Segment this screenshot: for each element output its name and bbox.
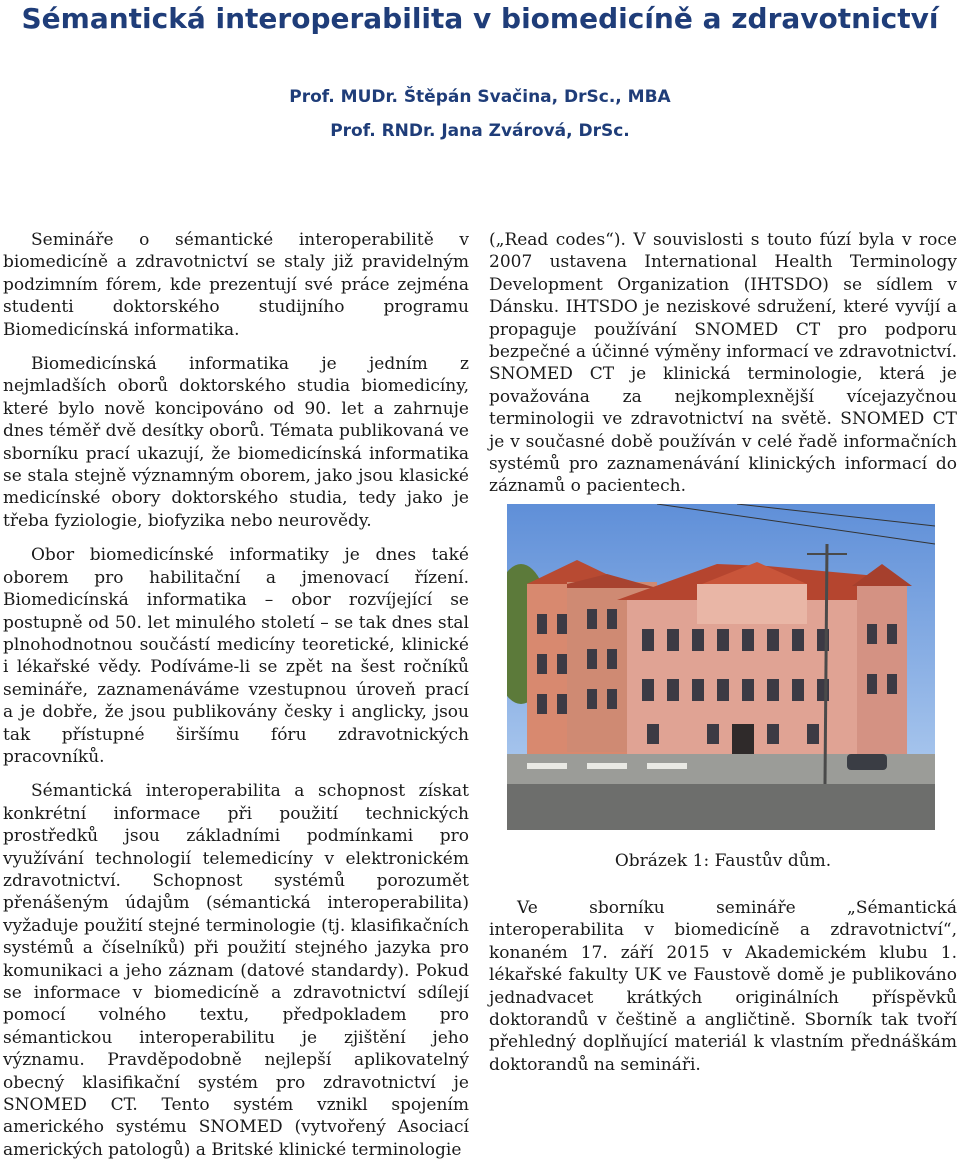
paragraph-biomedical-informatics: Biomedicínská informatika je jedním z nejmladších oborů doktorského studia biomedicíny, které bylo nově koncipováno od 90. let a zahrnuje dnes téměř dvě desítky oborů. Témata publikovaná ve sborníku prací ukazují, že biomedicínská informatika se stala stejně významným oborem, jako jsou klasické medicínské obory doktorského studia, tedy jako je třeba fyziologie, biofyzika nebo neurovědy. — [3, 354, 469, 531]
paragraph-read-codes: („Read codes“). V souvislosti s touto fúzí byla v roce 2007 ustavena International Health Terminology Development Organization (IHTSDO) se sídlem v Dánsku. IHTSDO je neziskové sdružení, které vyvíjí a propaguje používání SNOMED CT pro podporu bezpečné a účinné výměny informací ve zdravotnictví. SNOMED CT je klinická terminologie, která je považována za nejkomplexnější vícejazyčnou terminologii ve zdravotnictví na světě. SNOMED CT je v současné době používán v celé řadě informačních systémů pro zaznamenávání klinických informací do záznamů o pacientech. — [489, 230, 957, 497]
page-title: Sémantická interoperabilita v biomedicíně a zdravotnictví — [21, 2, 939, 35]
paragraph-field-history: Obor biomedicínské informatiky je dnes také oborem pro habilitační a jmenovací řízení. Biomedicínská informatika – obor rozvíjející se postupně od 50. let minulého století – se tak dnes stal plnohodnotnou součástí medicíny teoretické, klinické i lékařské vědy. Podíváme-li se zpět na šest ročníků semináře, zaznamenáváme vzestupnou úroveň prací a je dobře, že jsou publikovány česky i anglicky, jsou tak přístupné širšímu fóru zdravotnických pracovníků. — [3, 545, 469, 767]
right-column-bottom — [489, 897, 957, 1088]
left-column — [3, 229, 469, 1173]
faust-house-illustration — [507, 504, 935, 830]
paragraph-intro: Semináře o sémantické interoperabilitě v biomedicíně a zdravotnictví se staly již pravidelným podzimním fórem, kde prezentují své práce zejména studenti doktorského studijního programu Biomedicínská informatika. — [3, 230, 469, 340]
faust-house-photo — [507, 504, 935, 830]
author-1: Prof. MUDr. Štěpán Svačina, DrSc., MBA — [289, 87, 671, 107]
paragraph-proceedings: Ve sborníku semináře „Sémantická interoperabilita v biomedicíně a zdravotnictví“, konaném 17. září 2015 v Akademickém klubu 1. lékařské fakulty UK ve Faustově domě je publikováno jednadvacet krátkých originálních příspěvků doktorandů v češtině a angličtině. Sborník tak tvoří přehledný doplňující materiál k vlastním přednáškám doktorandů na semináři. — [489, 898, 957, 1075]
figure-caption: Obrázek 1: Faustův dům. — [614, 851, 832, 871]
right-column-top — [489, 229, 957, 510]
paragraph-semantic-interoperability: Sémantická interoperabilita a schopnost získat konkrétní informace při použití technických prostředků jsou základními podmínkami pro využívání technologií telemedicíny v elektronickém zdravotnictví. Schopnost systémů porozumět přenášeným údajům (sémantická interoperabilita) vyžaduje použití stejné terminologie (tj. klasifikačních systémů a číselníků) při použití stejného jazyka pro komunikaci a jeho záznam (datové standardy). Pokud se informace v biomedicíně a zdravotnictví sdílejí pomocí volného textu, předpokladem pro sémantickou interoperabilitu je zjištění jeho významu. Pravděpodobně nejlepší aplikovatelný obecný klasifikační systém pro zdravotnictví je SNOMED CT. Tento systém vznikl spojením amerického systému SNOMED (vytvořený Asociací amerických patologů) a Britské klinické terminologie — [3, 781, 469, 1160]
author-2: Prof. RNDr. Jana Zvárová, DrSc. — [330, 121, 630, 141]
